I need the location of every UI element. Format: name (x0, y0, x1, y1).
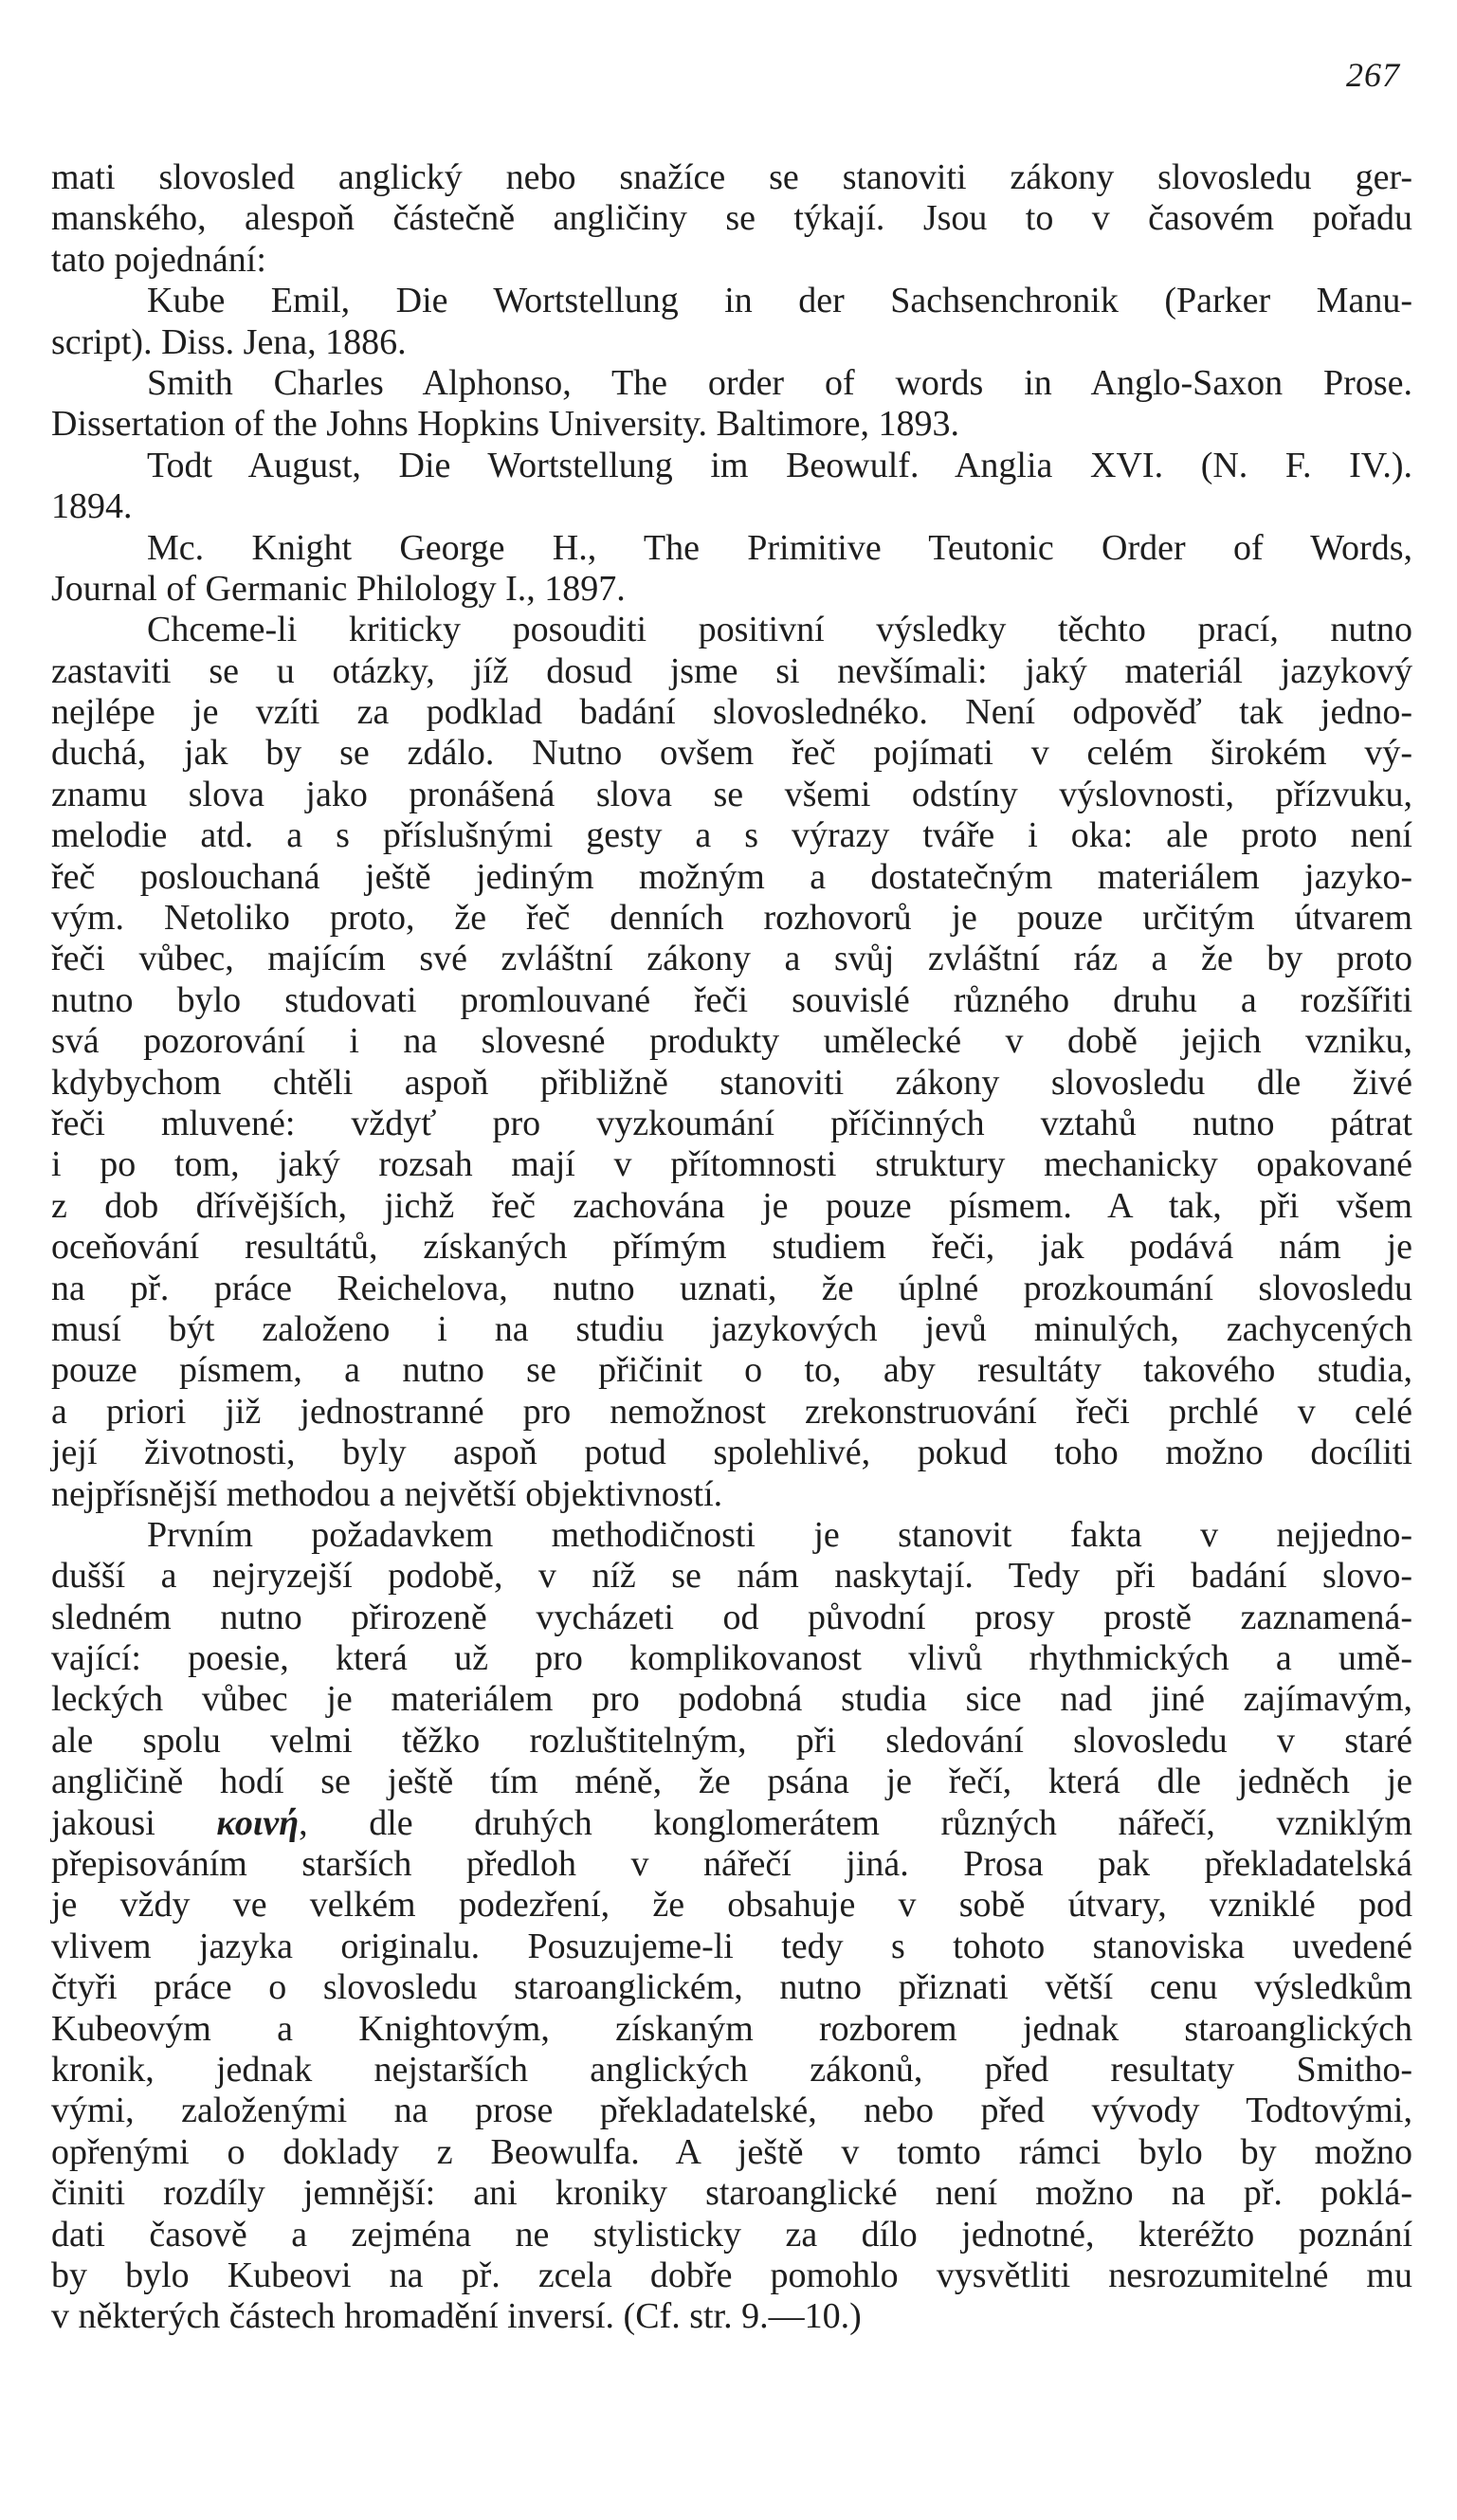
text-line: znamu slova jako pronášená slova se všemi odstíny výslovnosti, přízvuku, (51, 774, 1412, 814)
text-line: kronik, jednak nejstarších anglických zákonů, před resultaty Smitho- (51, 2049, 1412, 2090)
text-line: vými, založenými na prose překladatelské, nebo před vývody Todtovými, (51, 2091, 1412, 2131)
text-line: přepisováním starších předloh v nářečí jiná. Prosa pak překladatelská (51, 1844, 1412, 1885)
text-line: nutno bylo studovati promlouvané řeči souvislé různého druhu a rozšířiti (51, 979, 1412, 1020)
text-line: sledném nutno přirozeně vycházeti od původní prosy prostě zaznamená- (51, 1597, 1412, 1637)
text-line: Prvním požadavkem methodičnosti je stanovit fakta v nejjedno- (147, 1514, 1412, 1555)
text-line: v některých částech hromadění inversí. (Cf. str. 9.—10.) (51, 2296, 862, 2337)
text-line: manského, alespoň částečně angličiny se týkají. Jsou to v časovém pořadu (51, 198, 1412, 239)
text-line: mati slovosled anglický nebo snažíce se stanoviti zákony slovosledu ger- (51, 157, 1412, 197)
text-line: řeč poslouchaná ještě jediným možným a dostatečným materiálem jazyko- (51, 856, 1412, 897)
text-line: Journal of Germanic Philology I., 1897. (51, 568, 626, 609)
text-line: Kube Emil, Die Wortstellung in der Sachsenchronik (Parker Manu- (147, 281, 1412, 321)
page-number: 267 (1346, 56, 1400, 94)
text-line: na př. práce Reichelova, nutno uznati, že úplné prozkoumání slovosledu (51, 1268, 1412, 1308)
text-line: 1894. (51, 486, 133, 527)
text-line: Smith Charles Alphonso, The order of words in Anglo-Saxon Prose. (147, 362, 1412, 403)
text-line: Todt August, Die Wortstellung im Beowulf. Anglia XVI. (N. F. IV.). (147, 445, 1412, 485)
text-line: melodie atd. a s příslušnými gesty a s výrazy tváře i oka: ale proto není (51, 815, 1412, 856)
text-line: duchá, jak by se zdálo. Nutno ovšem řeč pojímati v celém širokém vý- (51, 733, 1412, 774)
text-line: Dissertation of the Johns Hopkins University. Baltimore, 1893. (51, 404, 959, 445)
text-line: dati časově a zejména ne stylisticky za dílo jednotné, kteréžto poznání (51, 2214, 1412, 2255)
text-line: kdybychom chtěli aspoň přibližně stanoviti zákony slovosledu dle živé (51, 1062, 1412, 1103)
text-line: řeči vůbec, majícím své zvláštní zákony a svůj zvláštní ráz a že by proto (51, 939, 1412, 979)
text-line: angličině hodí se ještě tím méně, že psána je řečí, která dle jedněch je (51, 1762, 1412, 1802)
text-line: Chceme-li kriticky posouditi positivní výsledky těchto prací, nutno (147, 610, 1412, 650)
text-line: dušší a nejryzejší podobě, v níž se nám naskytají. Tedy při badání slovo- (51, 1556, 1412, 1597)
text-line: Mc. Knight George H., The Primitive Teutonic Order of Words, (147, 527, 1412, 568)
text-line: činiti rozdíly jemnější: ani kroniky staroanglické není možno na př. poklá- (51, 2173, 1412, 2214)
text-line: její životnosti, byly aspoň potud spolehlivé, pokud toho možno docíliti (51, 1433, 1412, 1473)
greek-word: κοινή (216, 1802, 300, 1843)
text-line: leckých vůbec je materiálem pro podobná studia sice nad jiné zajímavým, (51, 1679, 1412, 1720)
text-line: vlivem jazyka originalu. Posuzujeme-li tedy s tohoto stanoviska uvedené (51, 1926, 1412, 1966)
text-line: zastaviti se u otázky, jíž dosud jsme si nevšímali: jaký materiál jazykový (51, 650, 1412, 691)
text-line: čtyři práce o slovosledu staroanglickém, nutno přiznati větší cenu výsledkům (51, 1967, 1412, 2008)
body-text (51, 157, 1412, 2338)
text-line: opřenými o doklady z Beowulfa. A ještě v tomto rámci bylo by možno (51, 2131, 1412, 2172)
text-line: tato pojednání: (51, 239, 266, 280)
text-line: i po tom, jaký rozsah mají v přítomnosti struktury mechanicky opakované (51, 1144, 1412, 1185)
text-line: musí být založeno i na studiu jazykových jevů minulých, zachycených (51, 1308, 1412, 1349)
text-line: řeči mluvené: vždyť pro vyzkoumání příčinných vztahů nutno pátrat (51, 1103, 1412, 1143)
text-line: z dob dřívějších, jichž řeč zachována je pouze písmem. A tak, při všem (51, 1185, 1412, 1226)
text-line: script). Diss. Jena, 1886. (51, 321, 407, 362)
text-line: a priori již jednostranné pro nemožnost zrekonstruování řeči prchlé v celé (51, 1391, 1412, 1432)
text-line: vající: poesie, která už pro komplikovanost vlivů rhythmických a umě- (51, 1638, 1412, 1679)
text-line: svá pozorování i na slovesné produkty umělecké v době jejich vzniku, (51, 1021, 1412, 1062)
text-line: Kubeovým a Knightovým, získaným rozborem jednak staroanglických (51, 2008, 1412, 2049)
text-line: nejlépe je vzíti za podklad badání slovoslednéko. Není odpověď tak jedno- (51, 692, 1412, 733)
text-line: oceňování resultátů, získaných přímým studiem řeči, jak podává nám je (51, 1227, 1412, 1268)
text-line: ale spolu velmi těžko rozluštitelným, při sledování slovosledu v staré (51, 1720, 1412, 1761)
text-line: by bylo Kubeovi na př. zcela dobře pomohlo vysvětliti nesrozumitelné mu (51, 2255, 1412, 2295)
text-line: je vždy ve velkém podezření, že obsahuje v sobě útvary, vzniklé pod (51, 1885, 1412, 1926)
text-line: vým. Netoliko proto, že řeč denních rozhovorů je pouze určitým útvarem (51, 898, 1412, 939)
text-line: pouze písmem, a nutno se přičinit o to, aby resultáty takového studia, (51, 1350, 1412, 1391)
text-line: nejpřísnější methodou a největší objektivností. (51, 1473, 723, 1514)
text-line: jakousi κοινή, dle druhých konglomerátem různých nářečí, vzniklým (51, 1802, 1412, 1843)
